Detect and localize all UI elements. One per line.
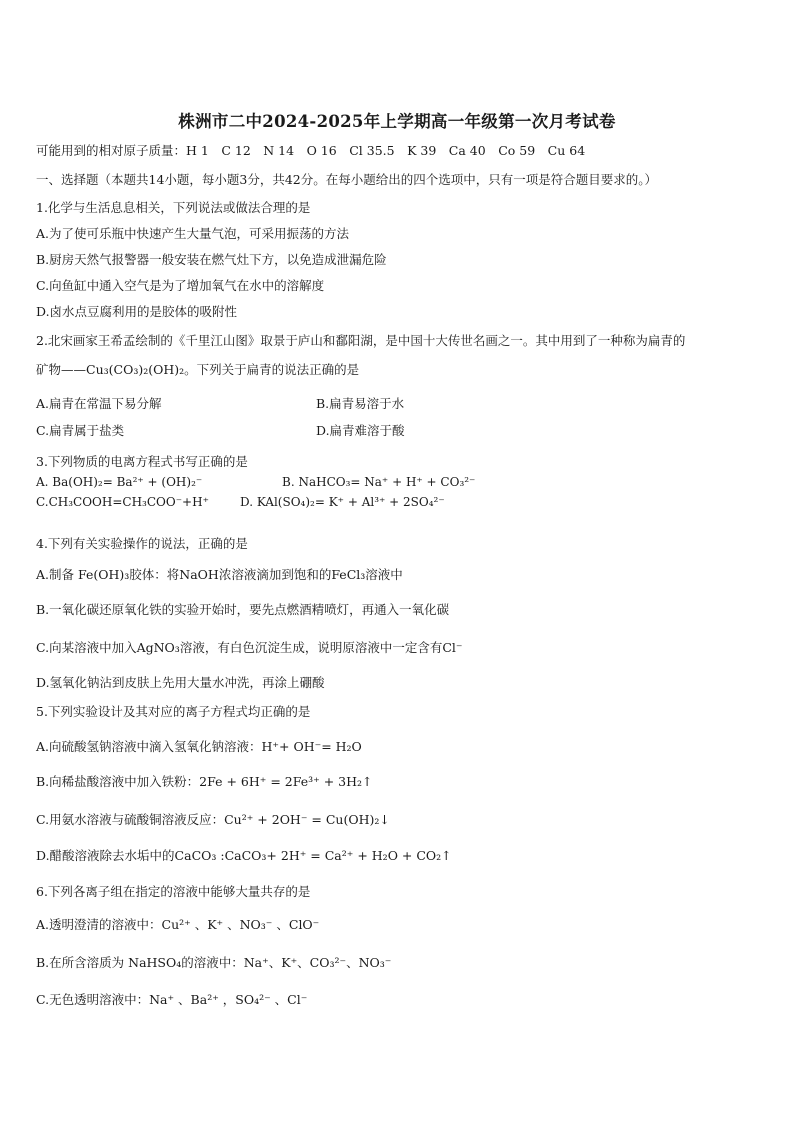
question-4-option-b: B.一氧化碳还原氧化铁的实验开始时，要先点燃酒精喷灯，再通入一氧化碳 bbox=[36, 602, 450, 617]
question-1-option-d: D.卤水点豆腐利用的是胶体的吸附性 bbox=[36, 304, 238, 319]
question-5-option-a: A.向硫酸氢钠溶液中滴入氢氧化钠溶液：H⁺+ OH⁻= H₂O bbox=[36, 739, 362, 754]
section-heading: 一、选择题（本题共14小题，每小题3分，共42分。在每小题给出的四个选项中，只有一项是符合题目要求的。） bbox=[36, 172, 658, 187]
question-4-option-a: A.制备 Fe(OH)₃胶体：将NaOH浓溶液滴加到饱和的FeCl₃溶液中 bbox=[36, 567, 403, 582]
question-5-stem: 5.下列实验设计及其对应的离子方程式均正确的是 bbox=[36, 704, 311, 719]
question-6-option-c: C.无色透明溶液中：Na⁺ 、Ba²⁺ ，SO₄²⁻ 、Cl⁻ bbox=[36, 992, 308, 1007]
question-3-option-a: A. Ba(OH)₂= Ba²⁺ + (OH)₂⁻ bbox=[36, 475, 203, 489]
question-6-option-b: B.在所含溶质为 NaHSO₄的溶液中：Na⁺、K⁺、CO₃²⁻、NO₃⁻ bbox=[36, 955, 392, 970]
exam-title: 株洲市二中2024-2025年上学期高一年级第一次月考试卷 bbox=[178, 112, 616, 131]
question-1-stem: 1.化学与生活息息相关，下列说法或做法合理的是 bbox=[36, 200, 311, 215]
atomic-masses: 可能用到的相对原子质量：H 1 C 12 N 14 O 16 Cl 35.5 K 39 Ca 40 Co 59 Cu 64 bbox=[36, 143, 586, 158]
question-3-option-b: B. NaHCO₃= Na⁺ + H⁺ + CO₃²⁻ bbox=[282, 475, 476, 489]
question-4-option-c: C.向某溶液中加入AgNO₃溶液，有白色沉淀生成，说明原溶液中一定含有Cl⁻ bbox=[36, 640, 463, 655]
question-2-stem-line1: 2.北宋画家王希孟绘制的《千里江山图》取景于庐山和鄱阳湖，是中国十大传世名画之一。其中用到了一种称为扁青的 bbox=[36, 333, 686, 348]
question-1-option-a: A.为了使可乐瓶中快速产生大量气泡，可采用振荡的方法 bbox=[36, 226, 350, 241]
question-2-option-c: C.扁青属于盐类 bbox=[36, 423, 125, 438]
question-3-option-c: C.CH₃COOH=CH₃COO⁻+H⁺ bbox=[36, 495, 209, 509]
question-3-option-d: D. KAl(SO₄)₂= K⁺ + Al³⁺ + 2SO₄²⁻ bbox=[240, 495, 445, 509]
question-5-option-d: D.醋酸溶液除去水垢中的CaCO₃ :CaCO₃+ 2H⁺ = Ca²⁺ + H₂O + CO₂↑ bbox=[36, 848, 452, 863]
question-2-stem-line2: 矿物——Cu₃(CO₃)₂(OH)₂。下列关于扁青的说法正确的是 bbox=[36, 362, 360, 377]
question-6-option-a: A.透明澄清的溶液中：Cu²⁺ 、K⁺ 、NO₃⁻ 、ClO⁻ bbox=[36, 917, 320, 932]
question-4-option-d: D.氢氧化钠沾到皮肤上先用大量水冲洗，再涂上硼酸 bbox=[36, 675, 325, 690]
question-1-option-c: C.向鱼缸中通入空气是为了增加氧气在水中的溶解度 bbox=[36, 278, 325, 293]
question-5-option-b: B.向稀盐酸溶液中加入铁粉：2Fe + 6H⁺ = 2Fe³⁺ + 3H₂↑ bbox=[36, 774, 373, 789]
question-6-stem: 6.下列各离子组在指定的溶液中能够大量共存的是 bbox=[36, 884, 311, 899]
question-2-option-a: A.扁青在常温下易分解 bbox=[36, 396, 162, 411]
question-2-option-d: D.扁青难溶于酸 bbox=[316, 423, 405, 438]
question-1-option-b: B.厨房天然气报警器一般安装在燃气灶下方，以免造成泄漏危险 bbox=[36, 252, 387, 267]
question-2-option-b: B.扁青易溶于水 bbox=[316, 396, 405, 411]
question-4-stem: 4.下列有关实验操作的说法，正确的是 bbox=[36, 536, 248, 551]
question-5-option-c: C.用氨水溶液与硫酸铜溶液反应：Cu²⁺ + 2OH⁻ = Cu(OH)₂↓ bbox=[36, 812, 390, 827]
question-3-stem: 3.下列物质的电离方程式书写正确的是 bbox=[36, 454, 248, 469]
